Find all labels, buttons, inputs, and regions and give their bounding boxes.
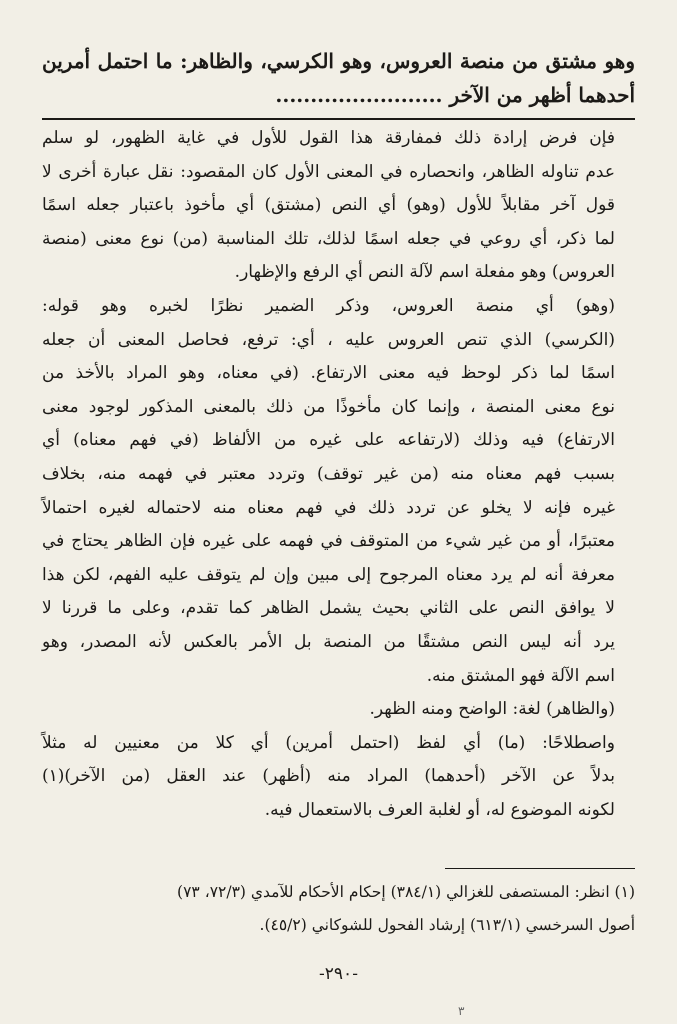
paragraph <box>42 693 635 727</box>
footnote-line: أصول السرخسي (٦١٣/١) إرشاد الفحول للشوكاني (٤٥/٢). <box>259 916 635 934</box>
text-line: اسمًا لما ذكر لوحظ فيه معنى الارتفاع. (في معناه، وهو المراد بالأخذ من <box>42 363 615 384</box>
text-line: (الكرسي) الذي تنص العروس عليه ، أي: ترفع، فحاصل المعنى أن جعله <box>42 329 615 350</box>
paragraph <box>42 122 635 290</box>
text-line: اسم الآلة فهو المشتق منه. <box>426 665 615 686</box>
text-line: نوع معنى المنصة ، وإنما كان مأخوذًا من ذلك بالمعنى المذكور لوجود معنى <box>42 396 615 417</box>
text-line: معتبرًا، أو من غير شيء من المتوقف في فهمه على غيره فإن الظاهر يحتاج في <box>42 531 615 552</box>
matn-header <box>42 44 635 112</box>
text-line: بدلاً عن الآخر (أحدهما) المراد منه (أظهر) عند العقل (من الآخر)(١) <box>42 766 615 787</box>
text-line: الارتفاع) فيه وذلك (لارتفاعه على غيره من الألفاظ (في فهم معناه) أي <box>42 430 615 451</box>
text-line: (والظاهر) لغة: الواضح ومنه الظهر. <box>369 699 615 720</box>
matn-line: وهو مشتق من منصة العروس، وهو الكرسي، والظاهر: ما احتمل أمرين <box>42 49 635 73</box>
paragraph <box>42 290 635 693</box>
commentary-body <box>42 122 635 827</box>
text-line: لا يوافق النص على الثاني بحيث يشمل الظاهر كما تقدم، وعلى ما قررنا لا <box>42 598 615 619</box>
text-line: لما ذكر، أي روعي في جعله اسمًا لذلك، تلك المناسبة (من) نوع معنى (منصة <box>42 228 615 249</box>
text-line: واصطلاحًا: (ما) أي لفظ (احتمل أمرين) أي كلا من معنيين له مثلاً <box>42 732 615 753</box>
footnote-line: (١) انظر: المستصفى للغزالي (٣٨٤/١) إحكام الأحكام للآمدي (٧٢/٣، ٧٣) <box>177 883 635 901</box>
text-line: قول آخر مقابلاً للأول (وهو) أي النص (مشتق) أي مأخوذ باعتبار جعله اسمًا <box>42 195 615 216</box>
corner-mark: ٣ <box>458 1004 465 1018</box>
text-line: يرد أنه ليس النص مشتقًا من المنصة بل الأمر بالعكس لأنه المصدر، وهو <box>42 631 615 652</box>
text-line: بسبب فهم معناه منه (من غير توقف) وتردد معتبر في فهمه منه، بخلاف <box>42 463 615 484</box>
text-line: فإن فرض إرادة ذلك فمفارقة هذا القول للأول في غاية الظهور، لو سلم <box>42 128 615 148</box>
footnote-divider <box>445 868 635 869</box>
matn-line: أحدهما أظهر من الآخر ........................ <box>275 83 635 107</box>
text-line: لكونه الموضوع له، أو لغلبة العرف بالاستعمال فيه. <box>264 799 615 820</box>
text-line: العروس) وهو مفعلة اسم لآلة النص أي الرفع والإظهار. <box>234 262 615 283</box>
header-divider <box>42 118 635 120</box>
footnotes <box>42 876 635 942</box>
paragraph <box>42 727 635 828</box>
page-number: -٢٩٠- <box>319 964 358 984</box>
text-line: معرفة أنه لم يرد معناه المرجوح إلى مبين وإن لم يتوقف عليه الفهم، لكن هذا <box>42 564 615 585</box>
text-line: غيره فإنه لا يخلو عن تردد ذلك في فهم معناه منه لاحتماله لغيره احتمالاً <box>42 497 615 518</box>
text-line: عدم تناوله الظاهر، وانحصاره في المعنى الأول كان المقصود: نقل عبارة أخرى لا <box>42 161 615 182</box>
text-line: (وهو) أي منصة العروس، وذكر الضمير نظرًا لخبره وهو قوله: <box>42 295 615 316</box>
